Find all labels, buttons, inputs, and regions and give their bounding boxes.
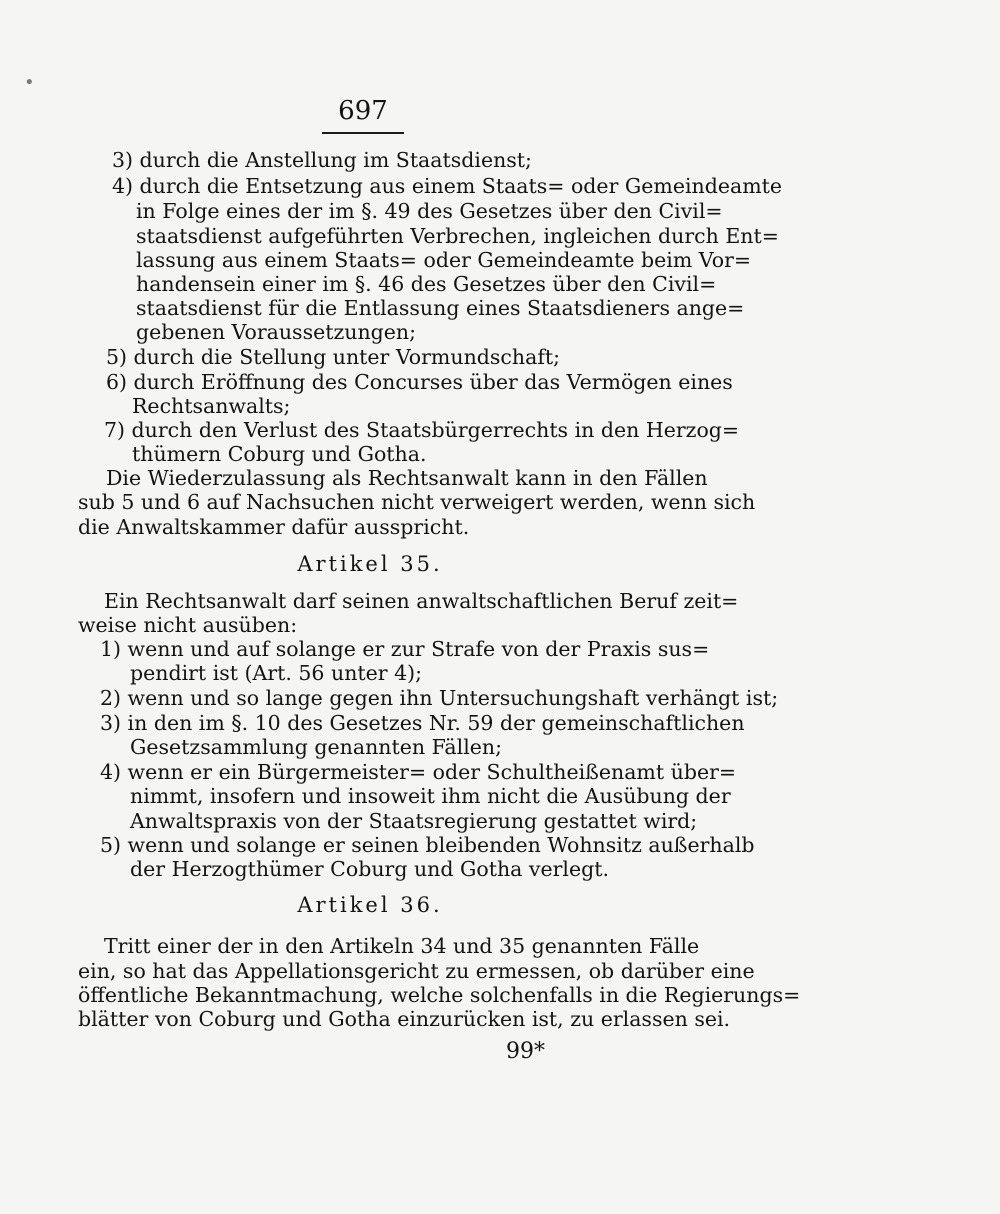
text-line: in Folge eines der im §. 49 des Gesetzes über den Civil= [136, 199, 723, 223]
text-line: Gesetzsammlung genannten Fällen; [130, 735, 503, 759]
text-line: 1) wenn und auf solange er zur Strafe von der Praxis sus= [100, 637, 710, 661]
text-line: 6) durch Eröffnung des Concurses über das Vermögen eines [106, 370, 733, 394]
text-line: blätter von Coburg und Gotha einzurücken ist, zu erlassen sei. [78, 1007, 731, 1031]
stray-mark: • [24, 72, 35, 93]
text-line: sub 5 und 6 auf Nachsuchen nicht verweigert werden, wenn sich [78, 490, 756, 514]
text-line: 3) in den im §. 10 des Gesetzes Nr. 59 der gemeinschaftlichen [100, 711, 745, 735]
text-line: 2) wenn und so lange gegen ihn Untersuchungshaft verhängt ist; [100, 686, 779, 710]
signature-mark: 99* [506, 1039, 545, 1064]
text-line: 5) wenn und solange er seinen bleibenden Wohnsitz außerhalb [100, 833, 755, 857]
text-line: pendirt ist (Art. 56 unter 4); [130, 661, 423, 685]
text-line: Anwaltspraxis von der Staatsregierung gestattet wird; [130, 809, 698, 833]
text-line: Die Wiederzulassung als Rechtsanwalt kann in den Fällen [106, 466, 708, 490]
text-line: staatsdienst aufgeführten Verbrechen, ingleichen durch Ent= [136, 224, 779, 248]
article-heading: Artikel 35. [297, 552, 443, 576]
text-line: Ein Rechtsanwalt darf seinen anwaltschaftlichen Beruf zeit= [104, 589, 739, 613]
text-line: 5) durch die Stellung unter Vormundschaft; [106, 345, 561, 369]
text-line: 3) durch die Anstellung im Staatsdienst; [112, 148, 532, 172]
text-line: lassung aus einem Staats= oder Gemeindeamte beim Vor= [136, 248, 752, 272]
text-line: 7) durch den Verlust des Staatsbürgerrechts in den Herzog= [104, 418, 740, 442]
text-line: die Anwaltskammer dafür ausspricht. [78, 515, 470, 539]
text-line: öffentliche Bekanntmachung, welche solchenfalls in die Regierungs= [78, 983, 801, 1007]
article-heading: Artikel 36. [297, 893, 443, 917]
text-line: Tritt einer der in den Artikeln 34 und 35 genannten Fälle [104, 934, 700, 958]
text-line: gebenen Voraussetzungen; [136, 320, 417, 344]
text-line: handensein einer im §. 46 des Gesetzes über den Civil= [136, 272, 717, 296]
text-line: 4) durch die Entsetzung aus einem Staats= oder Gemeindeamte [112, 174, 783, 198]
text-line: Rechtsanwalts; [132, 394, 291, 418]
text-line: weise nicht ausüben: [78, 613, 298, 637]
text-line: der Herzogthümer Coburg und Gotha verlegt. [130, 857, 609, 881]
text-line: nimmt, insofern und insoweit ihm nicht die Ausübung der [130, 784, 731, 808]
page-number: 697 [322, 96, 404, 134]
text-line: staatsdienst für die Entlassung eines Staatsdieners ange= [136, 296, 745, 320]
text-line: 4) wenn er ein Bürgermeister= oder Schultheißenamt über= [100, 760, 737, 784]
text-line: thümern Coburg und Gotha. [132, 442, 427, 466]
text-line: ein, so hat das Appellationsgericht zu ermessen, ob darüber eine [78, 959, 755, 983]
